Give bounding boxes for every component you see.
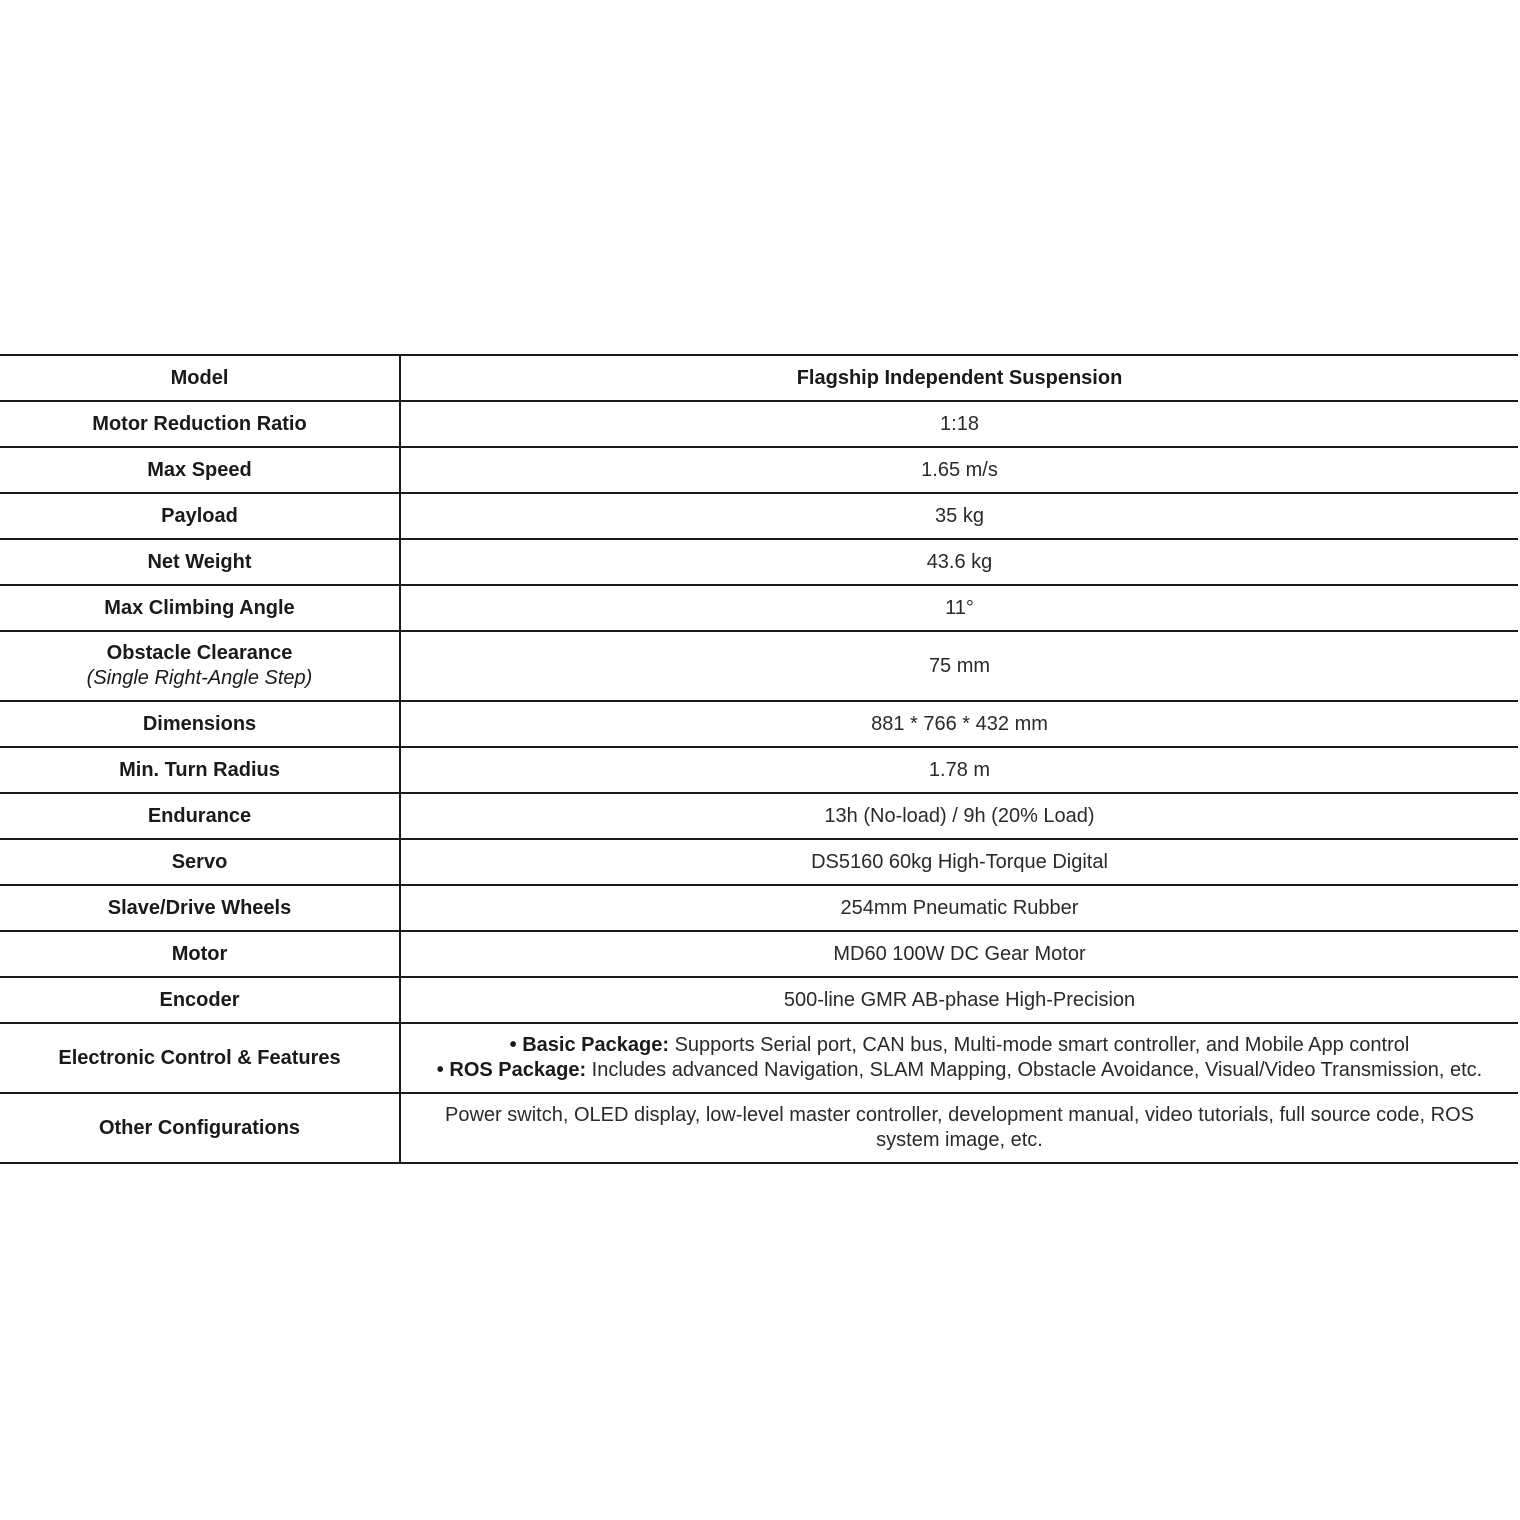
row-label: Net Weight bbox=[0, 539, 400, 585]
bullet-icon: • bbox=[436, 1059, 444, 1081]
row-label: Motor bbox=[0, 931, 400, 977]
spec-table bbox=[0, 354, 1518, 1164]
table-row bbox=[0, 977, 1518, 1023]
table-row bbox=[0, 585, 1518, 631]
table-row bbox=[0, 493, 1518, 539]
row-value: DS5160 60kg High-Torque Digital bbox=[400, 839, 1518, 885]
row-value: 500-line GMR AB-phase High-Precision bbox=[400, 977, 1518, 1023]
electronic-label: Electronic Control & Features bbox=[0, 1023, 400, 1093]
row-label: Min. Turn Radius bbox=[0, 747, 400, 793]
row-value: 1.78 m bbox=[400, 747, 1518, 793]
row-label-sub: (Single Right-Angle Step) bbox=[86, 667, 313, 689]
table-row bbox=[0, 539, 1518, 585]
bullet-icon: • bbox=[509, 1034, 517, 1056]
row-label-main: Obstacle Clearance bbox=[106, 642, 293, 664]
table-row bbox=[0, 885, 1518, 931]
other-label: Other Configurations bbox=[0, 1093, 400, 1163]
row-value: 254mm Pneumatic Rubber bbox=[400, 885, 1518, 931]
row-value: 43.6 kg bbox=[400, 539, 1518, 585]
basic-package-text: Supports Serial port, CAN bus, Multi-mode smart controller, and Mobile App control bbox=[674, 1034, 1410, 1056]
row-value: 1.65 m/s bbox=[400, 447, 1518, 493]
row-label: Encoder bbox=[0, 977, 400, 1023]
row-label: Motor Reduction Ratio bbox=[0, 401, 400, 447]
table-row bbox=[0, 747, 1518, 793]
ros-package-text: Includes advanced Navigation, SLAM Mapping, Obstacle Avoidance, Visual/Video Transmission, etc. bbox=[591, 1059, 1483, 1081]
row-value: 75 mm bbox=[400, 631, 1518, 701]
table-row-other bbox=[0, 1093, 1518, 1163]
row-value: 13h (No-load) / 9h (20% Load) bbox=[400, 793, 1518, 839]
row-value: 1:18 bbox=[400, 401, 1518, 447]
table-row bbox=[0, 793, 1518, 839]
ros-package-line bbox=[415, 1058, 1504, 1083]
row-label bbox=[0, 631, 400, 701]
row-label: Endurance bbox=[0, 793, 400, 839]
table-row bbox=[0, 447, 1518, 493]
row-label: Payload bbox=[0, 493, 400, 539]
other-value: Power switch, OLED display, low-level master controller, development manual, video tutorials, full source code, ROS system image, etc. bbox=[400, 1093, 1518, 1163]
table-row bbox=[0, 701, 1518, 747]
table-row bbox=[0, 631, 1518, 701]
row-label: Servo bbox=[0, 839, 400, 885]
table-row-electronic bbox=[0, 1023, 1518, 1093]
basic-package-name: Basic Package: bbox=[522, 1034, 669, 1056]
basic-package-line bbox=[415, 1033, 1504, 1058]
model-label: Model bbox=[0, 355, 400, 401]
row-value: 881 * 766 * 432 mm bbox=[400, 701, 1518, 747]
row-value: 11° bbox=[400, 585, 1518, 631]
row-label: Max Climbing Angle bbox=[0, 585, 400, 631]
row-value: MD60 100W DC Gear Motor bbox=[400, 931, 1518, 977]
table-row bbox=[0, 401, 1518, 447]
row-label: Dimensions bbox=[0, 701, 400, 747]
electronic-value bbox=[400, 1023, 1518, 1093]
table-row bbox=[0, 931, 1518, 977]
row-value: 35 kg bbox=[400, 493, 1518, 539]
table-row bbox=[0, 839, 1518, 885]
row-label: Slave/Drive Wheels bbox=[0, 885, 400, 931]
table-header-row bbox=[0, 355, 1518, 401]
ros-package-name: ROS Package: bbox=[449, 1059, 587, 1081]
model-value: Flagship Independent Suspension bbox=[400, 355, 1518, 401]
row-label: Max Speed bbox=[0, 447, 400, 493]
